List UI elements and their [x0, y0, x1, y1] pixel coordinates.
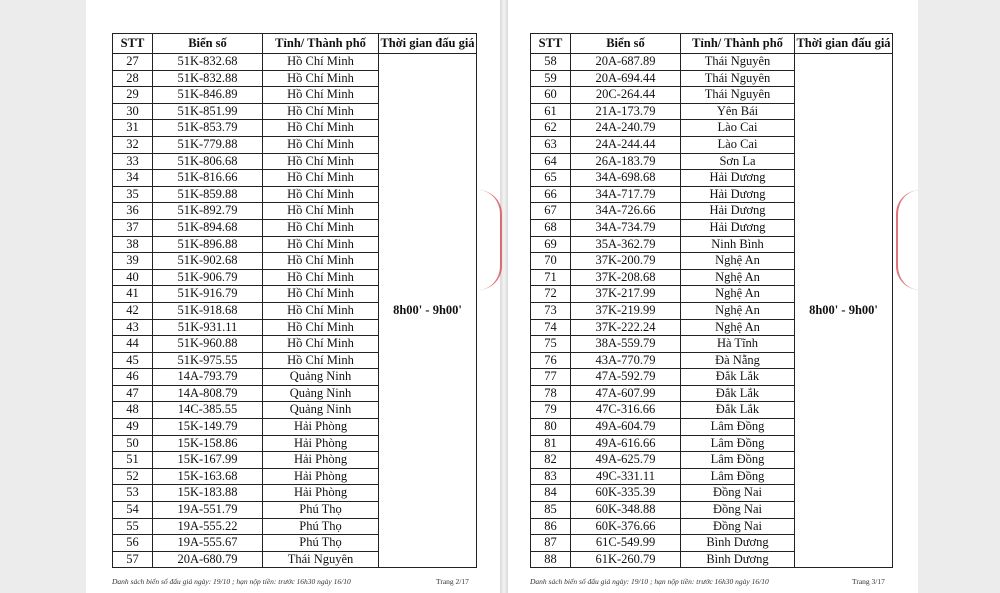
cell-plate: 37K-222.24 [571, 319, 681, 336]
cell-plate: 47A-607.99 [571, 385, 681, 402]
cell-stt: 50 [113, 435, 153, 452]
cell-plate: 51K-906.79 [153, 269, 263, 286]
cell-province: Hồ Chí Minh [263, 120, 379, 137]
cell-stt: 53 [113, 485, 153, 502]
cell-stt: 77 [531, 369, 571, 386]
cell-stt: 46 [113, 369, 153, 386]
cell-province: Hải Phòng [263, 435, 379, 452]
cell-stt: 61 [531, 103, 571, 120]
cell-province: Hồ Chí Minh [263, 269, 379, 286]
cell-province: Phú Thọ [263, 535, 379, 552]
cell-province: Yên Bái [681, 103, 795, 120]
cell-plate: 34A-726.66 [571, 203, 681, 220]
cell-province: Hồ Chí Minh [263, 87, 379, 104]
cell-plate: 51K-918.68 [153, 302, 263, 319]
cell-province: Đắk Lắk [681, 402, 795, 419]
cell-province: Nghệ An [681, 253, 795, 270]
table-header-row [113, 34, 477, 54]
cell-stt: 32 [113, 136, 153, 153]
cell-stt: 62 [531, 120, 571, 137]
cell-plate: 51K-916.79 [153, 286, 263, 303]
cell-plate: 21A-173.79 [571, 103, 681, 120]
cell-plate: 49C-331.11 [571, 468, 681, 485]
cell-stt: 79 [531, 402, 571, 419]
cell-province: Nghệ An [681, 269, 795, 286]
cell-plate: 51K-832.68 [153, 54, 263, 71]
header-province: Tỉnh/ Thành phố [681, 34, 795, 54]
page-number: Trang 2/17 [436, 577, 469, 586]
cell-time-slot: 8h00' - 9h00' [379, 54, 477, 568]
cell-plate: 24A-240.79 [571, 120, 681, 137]
cell-province: Hải Dương [681, 203, 795, 220]
header-stt: STT [113, 34, 153, 54]
cell-stt: 75 [531, 336, 571, 353]
header-province: Tỉnh/ Thành phố [263, 34, 379, 54]
cell-time-slot: 8h00' - 9h00' [795, 54, 893, 568]
cell-stt: 68 [531, 219, 571, 236]
cell-stt: 38 [113, 236, 153, 253]
cell-plate: 51K-832.88 [153, 70, 263, 87]
cell-stt: 67 [531, 203, 571, 220]
cell-plate: 38A-559.79 [571, 336, 681, 353]
cell-plate: 19A-555.67 [153, 535, 263, 552]
cell-stt: 65 [531, 170, 571, 187]
cell-province: Hải Phòng [263, 452, 379, 469]
cell-plate: 19A-551.79 [153, 502, 263, 519]
cell-province: Hồ Chí Minh [263, 352, 379, 369]
cell-plate: 15K-167.99 [153, 452, 263, 469]
cell-plate: 20C-264.44 [571, 87, 681, 104]
cell-plate: 51K-931.11 [153, 319, 263, 336]
cell-province: Hồ Chí Minh [263, 153, 379, 170]
cell-plate: 51K-846.89 [153, 87, 263, 104]
cell-plate: 49A-604.79 [571, 419, 681, 436]
cell-plate: 43A-770.79 [571, 352, 681, 369]
cell-province: Lâm Đồng [681, 435, 795, 452]
cell-plate: 47A-592.79 [571, 369, 681, 386]
cell-province: Quảng Ninh [263, 402, 379, 419]
cell-plate: 47C-316.66 [571, 402, 681, 419]
cell-stt: 84 [531, 485, 571, 502]
cell-stt: 83 [531, 468, 571, 485]
cell-plate: 37K-219.99 [571, 302, 681, 319]
cell-stt: 36 [113, 203, 153, 220]
cell-province: Hồ Chí Minh [263, 219, 379, 236]
cell-stt: 71 [531, 269, 571, 286]
cell-stt: 44 [113, 336, 153, 353]
cell-plate: 26A-183.79 [571, 153, 681, 170]
cell-province: Hồ Chí Minh [263, 203, 379, 220]
cell-plate: 51K-853.79 [153, 120, 263, 137]
cell-province: Hồ Chí Minh [263, 170, 379, 187]
cell-province: Đắk Lắk [681, 369, 795, 386]
cell-province: Ninh Bình [681, 236, 795, 253]
cell-province: Nghệ An [681, 302, 795, 319]
cell-stt: 72 [531, 286, 571, 303]
cell-province: Đồng Nai [681, 518, 795, 535]
cell-plate: 51K-975.55 [153, 352, 263, 369]
cell-province: Hồ Chí Minh [263, 103, 379, 120]
header-time: Thời gian đấu giá [379, 34, 477, 54]
cell-stt: 29 [113, 87, 153, 104]
cell-stt: 31 [113, 120, 153, 137]
cell-province: Thái Nguyên [681, 87, 795, 104]
cell-province: Lào Cai [681, 136, 795, 153]
cell-province: Bình Dương [681, 551, 795, 568]
cell-plate: 20A-687.89 [571, 54, 681, 71]
cell-province: Bình Dương [681, 535, 795, 552]
cell-province: Quảng Ninh [263, 369, 379, 386]
cell-province: Phú Thọ [263, 518, 379, 535]
cell-plate: 51K-894.68 [153, 219, 263, 236]
header-plate: Biển số [571, 34, 681, 54]
header-plate: Biển số [153, 34, 263, 54]
cell-province: Lâm Đồng [681, 468, 795, 485]
cell-stt: 27 [113, 54, 153, 71]
cell-plate: 35A-362.79 [571, 236, 681, 253]
cell-stt: 56 [113, 535, 153, 552]
cell-plate: 19A-555.22 [153, 518, 263, 535]
cell-stt: 87 [531, 535, 571, 552]
cell-stt: 30 [113, 103, 153, 120]
cell-stt: 42 [113, 302, 153, 319]
cell-stt: 78 [531, 385, 571, 402]
cell-plate: 51K-816.66 [153, 170, 263, 187]
table-header-row [531, 34, 893, 54]
cell-province: Thái Nguyên [681, 54, 795, 71]
cell-stt: 88 [531, 551, 571, 568]
cell-stt: 66 [531, 186, 571, 203]
cell-plate: 14A-808.79 [153, 385, 263, 402]
plates-table [530, 33, 893, 568]
cell-plate: 34A-734.79 [571, 219, 681, 236]
cell-stt: 43 [113, 319, 153, 336]
cell-province: Hải Dương [681, 170, 795, 187]
cell-province: Hồ Chí Minh [263, 236, 379, 253]
cell-stt: 63 [531, 136, 571, 153]
cell-plate: 34A-717.79 [571, 186, 681, 203]
cell-plate: 34A-698.68 [571, 170, 681, 187]
cell-province: Hồ Chí Minh [263, 136, 379, 153]
cell-province: Hồ Chí Minh [263, 286, 379, 303]
cell-province: Hải Phòng [263, 468, 379, 485]
cell-province: Thái Nguyên [681, 70, 795, 87]
cell-province: Thái Nguyên [263, 551, 379, 568]
cell-province: Nghệ An [681, 319, 795, 336]
cell-plate: 51K-851.99 [153, 103, 263, 120]
page-gutter [500, 0, 508, 593]
cell-province: Hồ Chí Minh [263, 253, 379, 270]
cell-stt: 59 [531, 70, 571, 87]
cell-province: Lâm Đồng [681, 452, 795, 469]
cell-province: Hồ Chí Minh [263, 302, 379, 319]
cell-province: Quảng Ninh [263, 385, 379, 402]
cell-plate: 51K-806.68 [153, 153, 263, 170]
cell-province: Nghệ An [681, 286, 795, 303]
cell-plate: 60K-335.39 [571, 485, 681, 502]
cell-stt: 57 [113, 551, 153, 568]
cell-plate: 15K-149.79 [153, 419, 263, 436]
table-row [531, 54, 893, 71]
cell-stt: 70 [531, 253, 571, 270]
cell-plate: 61C-549.99 [571, 535, 681, 552]
cell-plate: 51K-892.79 [153, 203, 263, 220]
cell-plate: 49A-616.66 [571, 435, 681, 452]
document-page-left [86, 0, 500, 593]
cell-stt: 28 [113, 70, 153, 87]
footer-note: Danh sách biển số đấu giá ngày: 19/10 ; hạn nộp tiền: trước 16h30 ngày 16/10 [112, 577, 351, 586]
cell-plate: 60K-376.66 [571, 518, 681, 535]
cell-province: Hồ Chí Minh [263, 54, 379, 71]
table-row [113, 54, 477, 71]
header-stt: STT [531, 34, 571, 54]
cell-plate: 37K-200.79 [571, 253, 681, 270]
cell-plate: 20A-680.79 [153, 551, 263, 568]
cell-province: Hải Dương [681, 186, 795, 203]
cell-plate: 20A-694.44 [571, 70, 681, 87]
cell-plate: 51K-960.88 [153, 336, 263, 353]
cell-stt: 69 [531, 236, 571, 253]
cell-stt: 49 [113, 419, 153, 436]
cell-province: Đồng Nai [681, 485, 795, 502]
cell-stt: 37 [113, 219, 153, 236]
cell-stt: 48 [113, 402, 153, 419]
cell-plate: 15K-158.86 [153, 435, 263, 452]
cell-plate: 37K-208.68 [571, 269, 681, 286]
cell-province: Hải Phòng [263, 485, 379, 502]
cell-plate: 61K-260.79 [571, 551, 681, 568]
cell-plate: 51K-902.68 [153, 253, 263, 270]
cell-stt: 54 [113, 502, 153, 519]
cell-stt: 85 [531, 502, 571, 519]
cell-province: Đắk Lắk [681, 385, 795, 402]
cell-province: Hồ Chí Minh [263, 319, 379, 336]
cell-province: Sơn La [681, 153, 795, 170]
cell-stt: 60 [531, 87, 571, 104]
cell-province: Đà Nẵng [681, 352, 795, 369]
cell-stt: 82 [531, 452, 571, 469]
cell-stt: 45 [113, 352, 153, 369]
cell-plate: 14A-793.79 [153, 369, 263, 386]
red-stamp-mark [896, 190, 920, 290]
plates-table [112, 33, 477, 568]
cell-stt: 58 [531, 54, 571, 71]
cell-plate: 24A-244.44 [571, 136, 681, 153]
red-stamp-mark [478, 190, 502, 290]
header-time: Thời gian đấu giá [795, 34, 893, 54]
cell-province: Lâm Đồng [681, 419, 795, 436]
cell-stt: 51 [113, 452, 153, 469]
cell-province: Hồ Chí Minh [263, 186, 379, 203]
cell-stt: 73 [531, 302, 571, 319]
cell-province: Lào Cai [681, 120, 795, 137]
cell-stt: 39 [113, 253, 153, 270]
cell-province: Hải Dương [681, 219, 795, 236]
cell-stt: 35 [113, 186, 153, 203]
cell-stt: 40 [113, 269, 153, 286]
cell-stt: 76 [531, 352, 571, 369]
cell-province: Hồ Chí Minh [263, 336, 379, 353]
cell-stt: 80 [531, 419, 571, 436]
cell-stt: 74 [531, 319, 571, 336]
cell-province: Hải Phòng [263, 419, 379, 436]
page-number: Trang 3/17 [852, 577, 885, 586]
cell-province: Hà Tĩnh [681, 336, 795, 353]
cell-plate: 15K-163.68 [153, 468, 263, 485]
cell-plate: 37K-217.99 [571, 286, 681, 303]
cell-stt: 64 [531, 153, 571, 170]
cell-plate: 51K-859.88 [153, 186, 263, 203]
cell-stt: 52 [113, 468, 153, 485]
cell-stt: 33 [113, 153, 153, 170]
footer-note: Danh sách biển số đấu giá ngày: 19/10 ; hạn nộp tiền: trước 16h30 ngày 16/10 [530, 577, 769, 586]
cell-stt: 41 [113, 286, 153, 303]
cell-plate: 51K-779.88 [153, 136, 263, 153]
cell-plate: 14C-385.55 [153, 402, 263, 419]
cell-province: Hồ Chí Minh [263, 70, 379, 87]
cell-stt: 34 [113, 170, 153, 187]
cell-plate: 51K-896.88 [153, 236, 263, 253]
cell-plate: 49A-625.79 [571, 452, 681, 469]
cell-stt: 86 [531, 518, 571, 535]
cell-province: Phú Thọ [263, 502, 379, 519]
cell-stt: 47 [113, 385, 153, 402]
cell-stt: 55 [113, 518, 153, 535]
cell-plate: 15K-183.88 [153, 485, 263, 502]
document-page-right [508, 0, 918, 593]
cell-stt: 81 [531, 435, 571, 452]
cell-plate: 60K-348.88 [571, 502, 681, 519]
cell-province: Đồng Nai [681, 502, 795, 519]
